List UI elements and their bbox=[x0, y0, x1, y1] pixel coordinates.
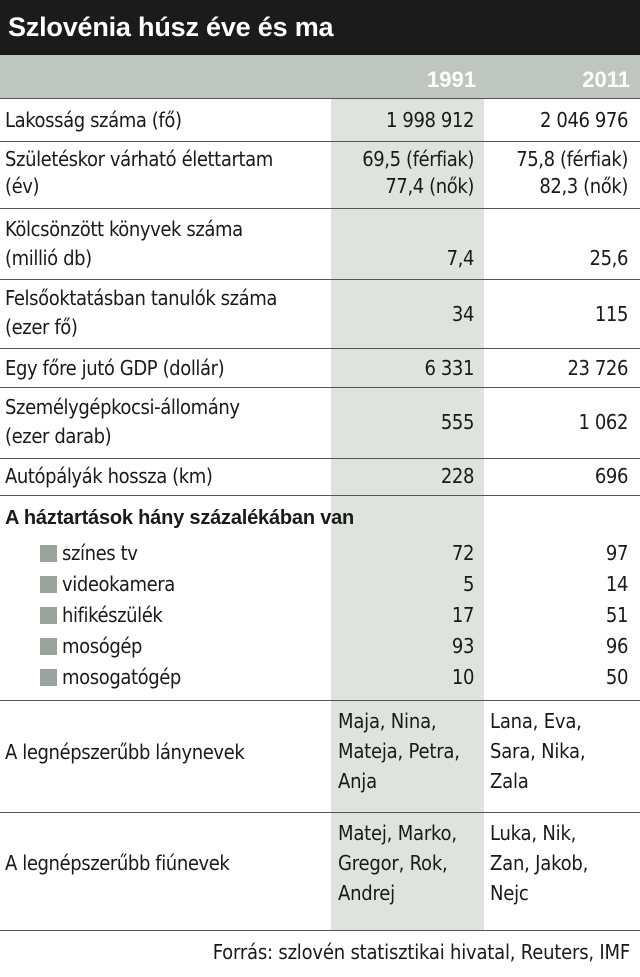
row-label: Autópályák hossza (km) bbox=[5, 464, 213, 488]
value-1991: 6 331 bbox=[424, 356, 474, 380]
divider bbox=[0, 387, 640, 388]
value-1991: 72 bbox=[451, 541, 474, 565]
value-2011: 96 bbox=[605, 634, 628, 658]
value-2011: 23 726 bbox=[567, 356, 628, 380]
household-item-label: hifikészülék bbox=[62, 603, 163, 627]
value-2011: 25,6 bbox=[589, 246, 628, 270]
row-label: Lakosság száma (fő) bbox=[5, 108, 182, 132]
row-label: (millió db) bbox=[5, 246, 92, 270]
girl-names-2011: Zala bbox=[490, 769, 529, 793]
row-label: Személygépkocsi-állomány bbox=[5, 395, 240, 419]
girl-names-2011: Sara, Nika, bbox=[490, 739, 586, 763]
divider bbox=[0, 98, 640, 99]
divider bbox=[0, 208, 640, 209]
value-1991: 5 bbox=[462, 572, 474, 596]
boy-names-2011: Luka, Nik, bbox=[490, 821, 577, 845]
households-heading: A háztartások hány százalékában van bbox=[5, 507, 355, 529]
divider bbox=[0, 700, 640, 701]
boy-names-1991: Matej, Marko, bbox=[338, 821, 457, 845]
row-label: (ezer fő) bbox=[5, 315, 78, 339]
household-item-label: színes tv bbox=[62, 541, 138, 565]
value-1991: 10 bbox=[451, 665, 474, 689]
divider bbox=[0, 812, 640, 813]
boy-names-1991: Andrej bbox=[338, 881, 395, 905]
row-label: (év) bbox=[5, 174, 40, 198]
boy-names-2011: Zan, Jakob, bbox=[490, 851, 589, 875]
value-1991: 555 bbox=[440, 410, 474, 434]
value-2011: 696 bbox=[594, 464, 628, 488]
girl-names-1991: Mateja, Petra, bbox=[338, 739, 460, 763]
household-item-label: videokamera bbox=[62, 572, 175, 596]
girl-names-1991: Maja, Nina, bbox=[338, 709, 437, 733]
value-2011: 50 bbox=[605, 665, 628, 689]
value-1991: 93 bbox=[451, 634, 474, 658]
source-note: Forrás: szlovén statisztikai hivatal, Reuters, IMF bbox=[212, 940, 630, 964]
value-1991: 77,4 (nők) bbox=[385, 174, 474, 198]
boy-names-2011: Nejc bbox=[490, 881, 529, 905]
value-1991: 69,5 (férfiak) bbox=[362, 147, 474, 171]
divider bbox=[0, 279, 640, 280]
divider bbox=[0, 930, 640, 931]
year-1991-header: 1991 bbox=[427, 67, 476, 92]
value-2011: 14 bbox=[605, 572, 628, 596]
bullet-square-icon bbox=[40, 545, 57, 562]
value-1991: 1 998 912 bbox=[386, 108, 474, 132]
row-label: (ezer darab) bbox=[5, 424, 112, 448]
divider bbox=[0, 458, 640, 459]
value-2011: 75,8 (férfiak) bbox=[516, 147, 628, 171]
row-label: Kölcsönzött könyvek száma bbox=[5, 217, 243, 241]
bullet-square-icon bbox=[40, 669, 57, 686]
page-title: Szlovénia húsz éve és ma bbox=[0, 0, 640, 55]
bullet-square-icon bbox=[40, 638, 57, 655]
divider bbox=[0, 348, 640, 349]
value-1991: 34 bbox=[451, 302, 474, 326]
boy-names-label: A legnépszerűbb fiúnevek bbox=[5, 851, 230, 875]
value-2011: 97 bbox=[605, 541, 628, 565]
year-2011-header: 2011 bbox=[582, 67, 630, 92]
bullet-square-icon bbox=[40, 607, 57, 624]
value-2011: 82,3 (nők) bbox=[539, 174, 628, 198]
row-label: Egy főre jutó GDP (dollár) bbox=[5, 356, 225, 380]
value-2011: 115 bbox=[594, 302, 628, 326]
household-item-label: mosogatógép bbox=[62, 665, 181, 689]
girl-names-1991: Anja bbox=[338, 769, 377, 793]
value-2011: 1 062 bbox=[578, 410, 628, 434]
divider bbox=[0, 495, 640, 496]
value-1991: 17 bbox=[451, 603, 474, 627]
value-2011: 2 046 976 bbox=[540, 108, 628, 132]
bullet-square-icon bbox=[40, 576, 57, 593]
girl-names-label: A legnépszerűbb lánynevek bbox=[5, 740, 245, 764]
row-label: Születéskor várható élettartam bbox=[5, 147, 273, 171]
divider bbox=[0, 141, 640, 142]
household-item-label: mosógép bbox=[62, 634, 143, 658]
value-2011: 51 bbox=[605, 603, 628, 627]
value-1991: 7,4 bbox=[446, 246, 474, 270]
girl-names-2011: Lana, Eva, bbox=[490, 709, 582, 733]
row-label: Felsőoktatásban tanulók száma bbox=[5, 286, 278, 310]
value-1991: 228 bbox=[440, 464, 474, 488]
boy-names-1991: Gregor, Rok, bbox=[338, 851, 448, 875]
